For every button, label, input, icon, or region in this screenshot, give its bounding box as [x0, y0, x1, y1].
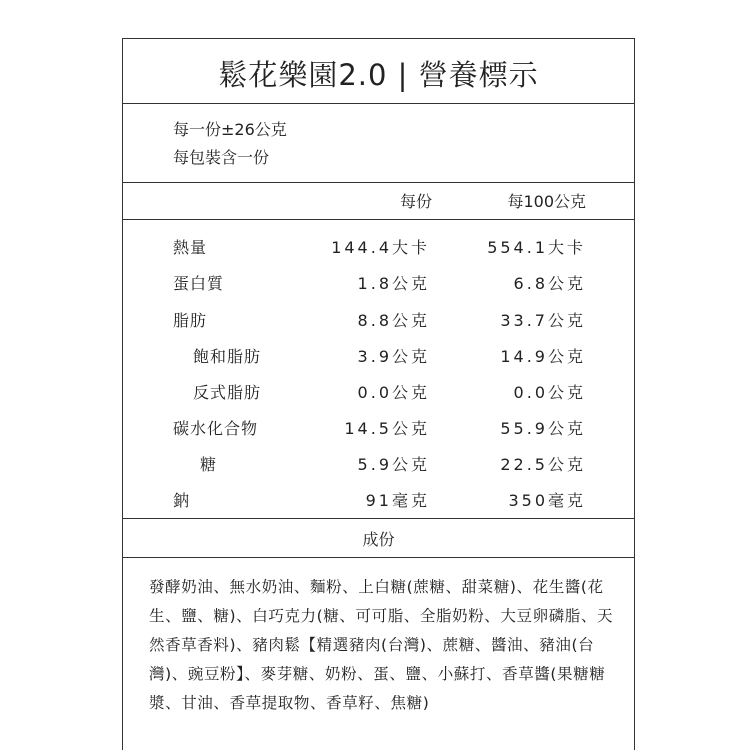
nutrient-per-100g: 350毫克 — [508, 491, 586, 510]
ingredients-title: 成份 — [362, 530, 395, 549]
divider — [123, 518, 634, 519]
column-header-per-serving: 每份 — [399, 192, 432, 211]
nutrient-per-100g: 14.9公克 — [500, 347, 586, 366]
nutrient-per-100g: 22.5公克 — [500, 455, 586, 474]
nutrient-row — [123, 380, 634, 404]
nutrient-row — [123, 488, 634, 512]
nutrient-name: 碳水化合物 — [173, 419, 259, 438]
nutrient-per-serving: 3.9公克 — [357, 347, 430, 366]
nutrient-per-serving: 5.9公克 — [357, 455, 430, 474]
divider — [123, 219, 634, 220]
serving-size: 每一份±26公克 — [173, 120, 287, 139]
nutrient-row — [123, 452, 634, 476]
nutrient-row — [123, 308, 634, 332]
nutrient-per-100g: 554.1大卡 — [487, 238, 586, 257]
nutrient-row — [123, 235, 634, 259]
nutrient-row — [123, 344, 634, 368]
nutrient-name: 鈉 — [173, 491, 191, 510]
nutrient-per-100g: 33.7公克 — [500, 311, 586, 330]
nutrient-per-serving: 1.8公克 — [357, 274, 430, 293]
divider — [123, 557, 634, 558]
nutrient-row — [123, 271, 634, 295]
divider — [123, 103, 634, 104]
nutrition-label — [122, 38, 635, 750]
column-header-per-100g: 每100公克 — [507, 192, 586, 211]
nutrient-per-100g: 0.0公克 — [513, 383, 586, 402]
divider — [123, 182, 634, 183]
nutrient-per-100g: 6.8公克 — [513, 274, 586, 293]
nutrient-row — [123, 416, 634, 440]
nutrient-name: 脂肪 — [173, 311, 208, 330]
nutrient-per-serving: 0.0公克 — [357, 383, 430, 402]
nutrient-name: 飽和脂肪 — [193, 347, 262, 366]
nutrient-per-serving: 144.4大卡 — [331, 238, 430, 257]
nutrient-name: 蛋白質 — [173, 274, 225, 293]
nutrient-name: 糖 — [200, 455, 218, 474]
ingredients-text: 發酵奶油、無水奶油、麵粉、上白糖(蔗糖、甜菜糖)、花生醬(花生、鹽、糖)、白巧克力(糖、可可脂、全脂奶粉、大豆卵磷脂、天然香草香料)、豬肉鬆【精選豬肉(台灣)、蔗糖、醬油、豬油(台灣)、豌豆粉】、麥芽糖、奶粉、蛋、鹽、小蘇打、香草醬(果糖糖漿、甘油、香草提取物、香草籽、焦糖) — [149, 578, 614, 712]
nutrient-name: 反式脂肪 — [193, 383, 262, 402]
label-title: 鬆花樂園2.0 | 營養標示 — [218, 58, 539, 92]
nutrient-per-serving: 91毫克 — [365, 491, 430, 510]
nutrient-name: 熱量 — [173, 238, 208, 257]
servings-per-package: 每包裝含一份 — [173, 148, 270, 167]
nutrient-per-serving: 14.5公克 — [344, 419, 430, 438]
nutrient-per-100g: 55.9公克 — [500, 419, 586, 438]
nutrient-per-serving: 8.8公克 — [357, 311, 430, 330]
